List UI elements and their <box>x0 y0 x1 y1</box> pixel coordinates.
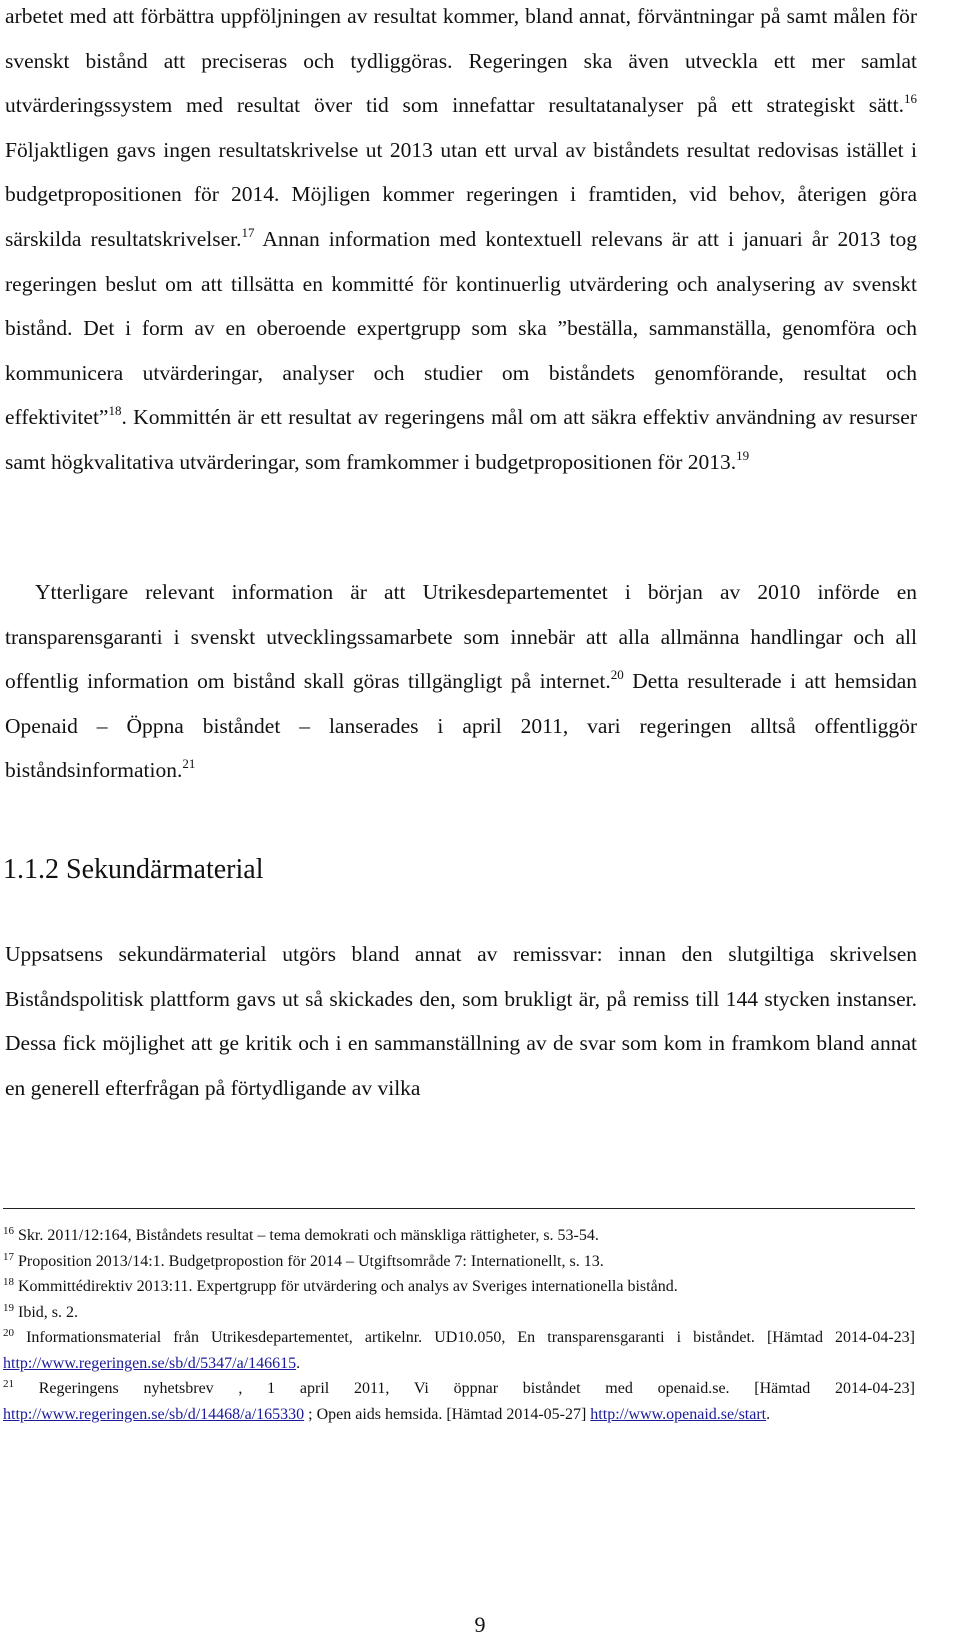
footnote-ref-18[interactable]: 18 <box>108 403 122 419</box>
paragraph-text: Ytterligare relevant information är att Utrikesdepartementet i början av 2010 införde en transparensgaranti i svenskt utvecklingssamarbete som innebär att alla allmänna handlingar och all offentlig information om bistånd skall göras tillgängligt på internet. <box>5 580 917 694</box>
footnote-ref-21[interactable]: 21 <box>182 756 196 772</box>
footnote-text: Proposition 2013/14:1. Budgetpropostion för 2014 – Utgiftsområde 7: Internationellt, s. 13. <box>14 1252 604 1270</box>
paragraph-text: Följaktligen gavs ingen resultatskrivelse ut 2013 utan ett urval av biståndets resultat redovisas istället i budgetpropositionen för 2014. Möjligen kommer regeringen i framtiden, vid behov, återigen göra särskilda resultatskrivelser. <box>5 137 917 251</box>
footnote-ref-20[interactable]: 20 <box>610 667 624 683</box>
footnote-number: 19 <box>3 1301 14 1314</box>
footnote-link[interactable]: http://www.regeringen.se/sb/d/14468/a/165330 <box>3 1405 305 1423</box>
footnote-17 <box>3 1249 915 1275</box>
footnote-text: Informationsmaterial från Utrikesdepartementet, artikelnr. UD10.050, En transparensgaranti i biståndet. [Hämtad 2014-04-23] <box>14 1329 915 1346</box>
footnote-19 <box>3 1300 915 1326</box>
paragraph-text: arbetet med att förbättra uppföljningen av resultat kommer, bland annat, förväntningar på samt målen för svenskt bistånd att preciseras och tydliggöras. Regeringen ska även utveckla ett mer samlat utvärderingssystem med resultat över tid som innefattar resultatanalyser på ett strategiskt sätt. <box>5 4 917 118</box>
footnote-link[interactable]: http://www.regeringen.se/sb/d/5347/a/146615 <box>3 1354 297 1372</box>
body-paragraph-3: Uppsatsens sekundärmaterial utgörs bland annat av remissvar: innan den slutgiltiga skrivelsen Biståndspolitisk plattform gavs ut så skickades den, som brukligt är, på remiss till 144 stycken instanser. Dessa fick möjlighet att ge kritik och i en sammanställning av de svar som kom in framkom bland annat en generell efterfrågan på förtydligande av vilka <box>5 942 917 1100</box>
section-heading: 1.1.2 Sekundärmaterial <box>3 854 264 885</box>
footnote-text: Regeringens nyhetsbrev , 1 april 2011, Vi öppnar biståndet med openaid.se. [Hämtad 2014-04-23] <box>14 1380 915 1397</box>
footnote-link[interactable]: http://www.openaid.se/start <box>590 1405 767 1423</box>
footnote-text: Kommittédirektiv 2013:11. Expertgrupp för utvärdering och analys av Sveriges internationella bistånd. <box>14 1278 678 1295</box>
footnote-20 <box>3 1325 915 1376</box>
footnote-text: . <box>766 1405 771 1423</box>
paragraph-text: Annan information med kontextuell relevans är att i januari år 2013 tog regeringen beslut om att tillsätta en kommitté för kontinuerlig utvärdering och analysering av svenskt bistånd. Det i form av en oberoende expertgrupp som ska ”beställa, sammanställa, genomföra och kommunicera utvärderingar, analyser och studier om biståndets genomförande, resultat och effektivitet” <box>5 226 918 430</box>
footnote-18 <box>3 1274 915 1300</box>
footnote-number: 20 <box>3 1327 14 1339</box>
paragraph-text: Detta resulterade i att hemsidan Openaid – Öppna biståndet – lanserades i april 2011, vari regeringen alltså offentliggör biståndsinformation. <box>5 669 917 783</box>
footnote-text: Skr. 2011/12:164, Biståndets resultat – tema demokrati och mänskliga rättigheter, s. 53-54. <box>14 1227 599 1244</box>
body-paragraph-2 <box>5 570 917 793</box>
footnote-number: 21 <box>3 1378 14 1390</box>
footnotes-section <box>3 1223 915 1427</box>
footnote-text: ; Open aids hemsida. [Hämtad 2014-05-27] <box>304 1405 591 1423</box>
footnote-number: 16 <box>3 1225 14 1237</box>
body-paragraph-1 <box>5 0 917 485</box>
footnote-number: 18 <box>3 1276 14 1288</box>
footnote-ref-19[interactable]: 19 <box>736 447 750 463</box>
footnote-number: 17 <box>3 1250 14 1263</box>
footnote-divider <box>3 1208 915 1209</box>
paragraph-text: . Kommittén är ett resultat av regeringens mål om att säkra effektiv användning av resurser samt högkvalitativa utvärderingar, som framkommer i budgetpropositionen för 2013. <box>5 405 917 474</box>
footnote-text: . <box>296 1354 301 1372</box>
footnote-ref-17[interactable]: 17 <box>241 224 255 240</box>
footnote-text: Ibid, s. 2. <box>14 1303 78 1321</box>
footnote-16 <box>3 1223 915 1249</box>
footnote-ref-16[interactable]: 16 <box>904 91 917 107</box>
page-number: 9 <box>474 1612 486 1637</box>
footnote-21 <box>3 1376 915 1427</box>
